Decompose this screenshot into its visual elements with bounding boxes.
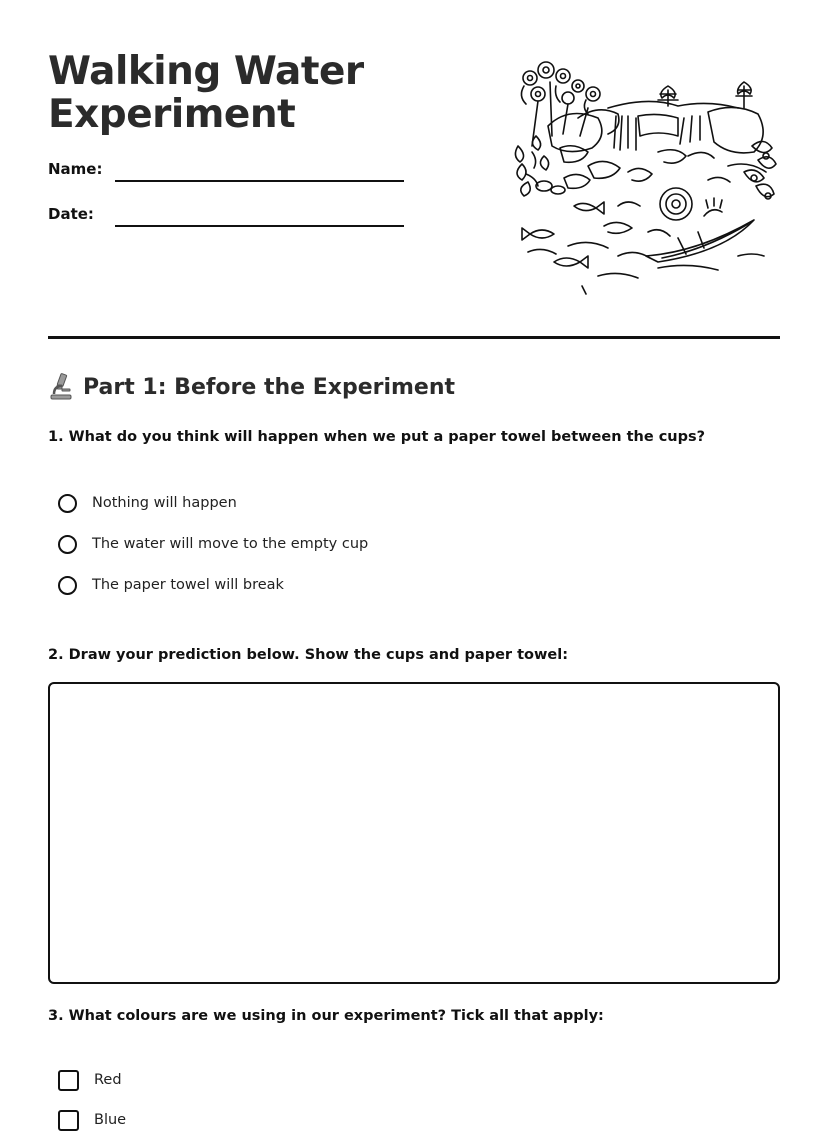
- drawing-area[interactable]: [48, 682, 780, 984]
- question-2: 2. Draw your prediction below. Show the cups and paper towel:: [48, 647, 568, 663]
- radio-button[interactable]: [58, 494, 77, 513]
- part1-title: Part 1: Before the Experiment: [83, 374, 456, 400]
- section-divider: [48, 336, 780, 339]
- q3-option-red[interactable]: [58, 1068, 122, 1092]
- title-line-2: Experiment: [48, 92, 296, 137]
- date-label: Date:: [48, 205, 94, 223]
- option-label: The water will move to the empty cup: [92, 536, 369, 552]
- q1-option-1[interactable]: [58, 491, 237, 515]
- part1-heading: [48, 372, 455, 402]
- question-3: 3. What colours are we using in our experiment? Tick all that apply:: [48, 1008, 604, 1024]
- q1-option-3[interactable]: [58, 573, 284, 597]
- radio-button[interactable]: [58, 535, 77, 554]
- option-label: Nothing will happen: [92, 495, 237, 511]
- title-line-1: Walking Water: [48, 49, 364, 94]
- option-label: Blue: [94, 1112, 127, 1128]
- option-label: The paper towel will break: [92, 577, 284, 593]
- q3-option-blue[interactable]: [58, 1108, 126, 1132]
- checkbox[interactable]: [58, 1110, 79, 1131]
- radio-button[interactable]: [58, 576, 77, 595]
- date-field[interactable]: [115, 225, 404, 227]
- microscope-icon: [48, 372, 74, 402]
- name-label: Name:: [48, 160, 103, 178]
- question-1: 1. What do you think will happen when we put a paper towel between the cups?: [48, 429, 706, 445]
- waterfall-river-illustration: [508, 56, 780, 298]
- option-label: Red: [94, 1072, 122, 1088]
- checkbox[interactable]: [58, 1070, 79, 1091]
- page-title: [48, 50, 468, 136]
- q1-option-2[interactable]: [58, 532, 368, 556]
- name-field[interactable]: [115, 180, 404, 182]
